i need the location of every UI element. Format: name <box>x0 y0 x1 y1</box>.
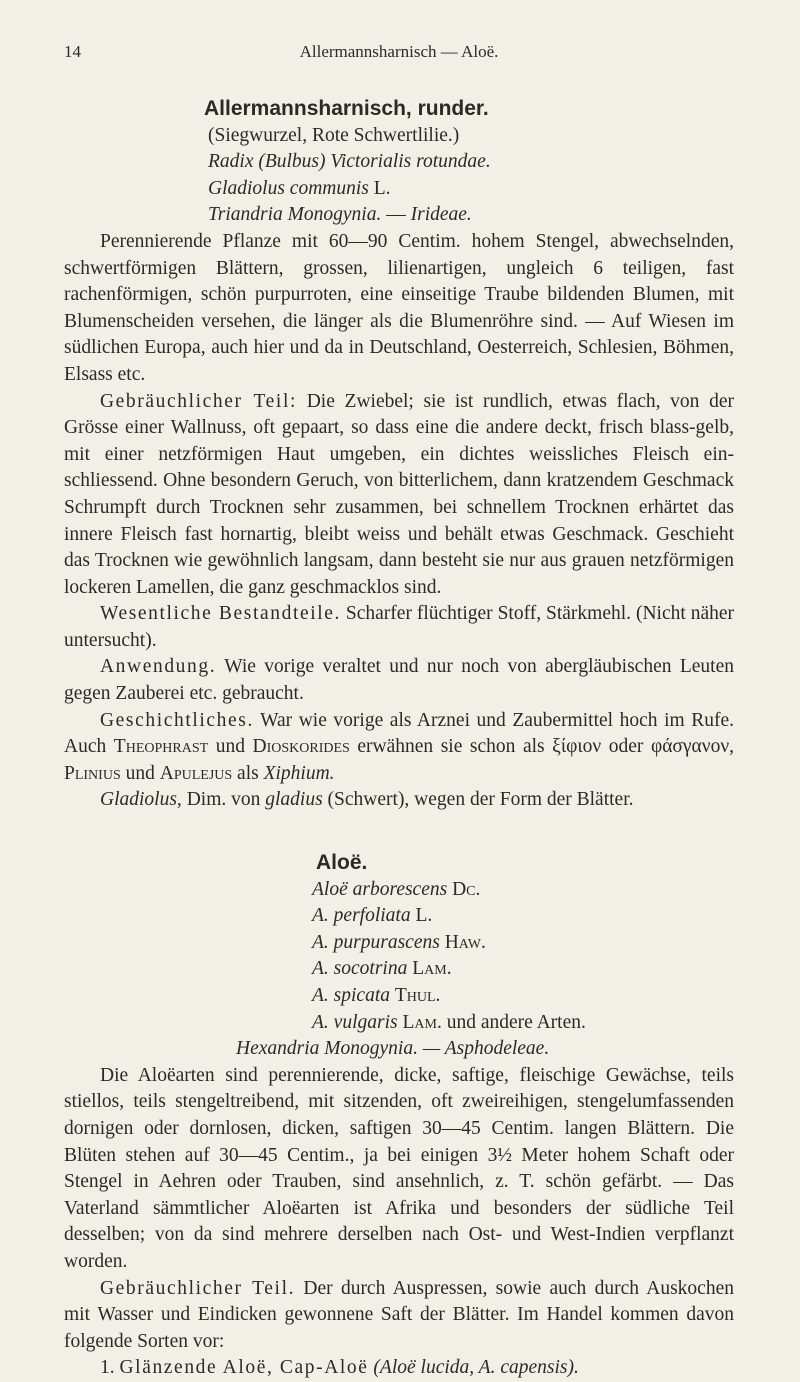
classification: Hexandria Monogynia. — Asphodeleae. <box>236 1038 550 1060</box>
classification: Triandria Monogynia. — Irideae. <box>208 204 472 226</box>
history-paragraph: Geschichtliches. War wie vorige als Arznei und Zaubermittel hoch im Rufe. Auch Theophrast und Dioskorides erwähnen sie schon als ξίφιον oder φάσγανον, Plinius und Apulejus als Xiphium. <box>64 709 735 784</box>
constituents-paragraph: Wesentliche Bestandteile. Scharfer flüchtiger Stoff, Stärkmehl. (Nicht näher untersucht). <box>64 603 734 651</box>
synonym-line: A. spicata Thul. <box>312 984 441 1006</box>
part-paragraph: Gebräuchlicher Teil. Der durch Auspressen, sowie auch durch Auskochen mit Wasser und Eindicken gewonnene Saft der Blätter. Im Handel kommen davon folgende Sorten vor: <box>64 1277 734 1352</box>
use-paragraph: Anwendung. Wie vorige veraltet und nur noch von abergläubischen Leuten gegen Zauberei etc. gebraucht. <box>64 656 734 705</box>
synonym-line: A. vulgaris Lam. und andere Arten. <box>312 1011 586 1033</box>
description-paragraph: Die Aloëarten sind perennierende, dicke, saftige, fleischige Gewächse, teils stiellos, teils stengeltreibend, mit sitzenden, oft zweireihigen, stengelumfassenden dornigen oder dornlosen, dicken, saftigen 30—45 Centim. langen Blättern. Die Blüten stehen auf 30—45 Centim., ja bei einigen 3½ Meter hohem Schaft oder Stengel in Aehren oder Trauben, sind ansehnlich, z. T. schön gefärbt. — Das Vaterland sämmtlicher Aloëarten ist Afrika und besonders der südliche Teil desselben; von da sind mehrere derselben nach Ost- und West-Indien verpflanzt worden. <box>64 1064 734 1272</box>
drug-name: Radix (Bulbus) Victorialis rotundae. <box>208 151 491 173</box>
running-title: Allermannsharnisch — Aloë. <box>299 42 499 61</box>
page-number: 14 <box>64 42 81 61</box>
greek-word: φάσγανον, <box>650 736 735 758</box>
section-title: Aloë. <box>316 851 368 874</box>
list-item: 1. Glänzende Aloë, Cap-Aloë (Aloë lucida, A. capensis). <box>100 1357 579 1379</box>
part-paragraph: Gebräuchlicher Teil: Die Zwiebel; sie ist rundlich, etwas flach, von der Grösse einer Wallnuss, oft gepaart, so dass eine die andere deckt, frisch blass-gelb, mit einer netzförmigen Haut umgeben, ein dichtes weissliches Fleisch ein-schliessend. Ohne besondern Geruch, von bitterlichem, dann kratzendem Geschmack Schrumpft durch Trocknen sehr zusammen, bei schnellem Trocknen erhärtet das innere Fleisch fast hornartig, bleibt weiss und behält etwas Geschmack. Geschieht das Trocknen wie gewöhnlich langsam, dann besteht sie nur aus grauen netzförmigen lockeren Lamellen, die ganz geschmacklos sind. <box>64 390 735 598</box>
species-name: Gladiolus communis L. <box>208 177 391 199</box>
etymology-paragraph: Gladiolus, Dim. von gladius (Schwert), wegen der Form der Blätter. <box>100 789 634 811</box>
section-aloe <box>64 850 734 1382</box>
synonym-line: Aloë arborescens Dc. <box>312 878 481 900</box>
greek-word: ξίφιον <box>552 736 602 758</box>
synonym-line: A. perfoliata L. <box>312 905 433 927</box>
description-paragraph: Perennierende Pflanze mit 60—90 Centim. hohem Stengel, abwechselnden, schwertförmigen Blättern, grossen, lilienartigen, ungleich 6 teiligen, fast rachenförmigen, schön purpurroten, eine einseitige Traube bildenden Blumen, mit Blumenscheiden versehen, die länger als die Blumenröhre sind. — Auf Wiesen im südlichen Europa, auch hier und da in Deutschland, Oesterreich, Schlesien, Böhmen, Elsass etc. <box>64 230 734 385</box>
synonym-line: A. purpurascens Haw. <box>312 931 486 953</box>
section-allermannsharnisch <box>64 96 734 814</box>
synonyms: (Siegwurzel, Rote Schwertlilie.) <box>208 124 460 146</box>
section-title: Allermannsharnisch, runder. <box>204 97 489 120</box>
synonym-line: A. socotrina Lam. <box>312 958 452 980</box>
page-header <box>64 42 734 64</box>
